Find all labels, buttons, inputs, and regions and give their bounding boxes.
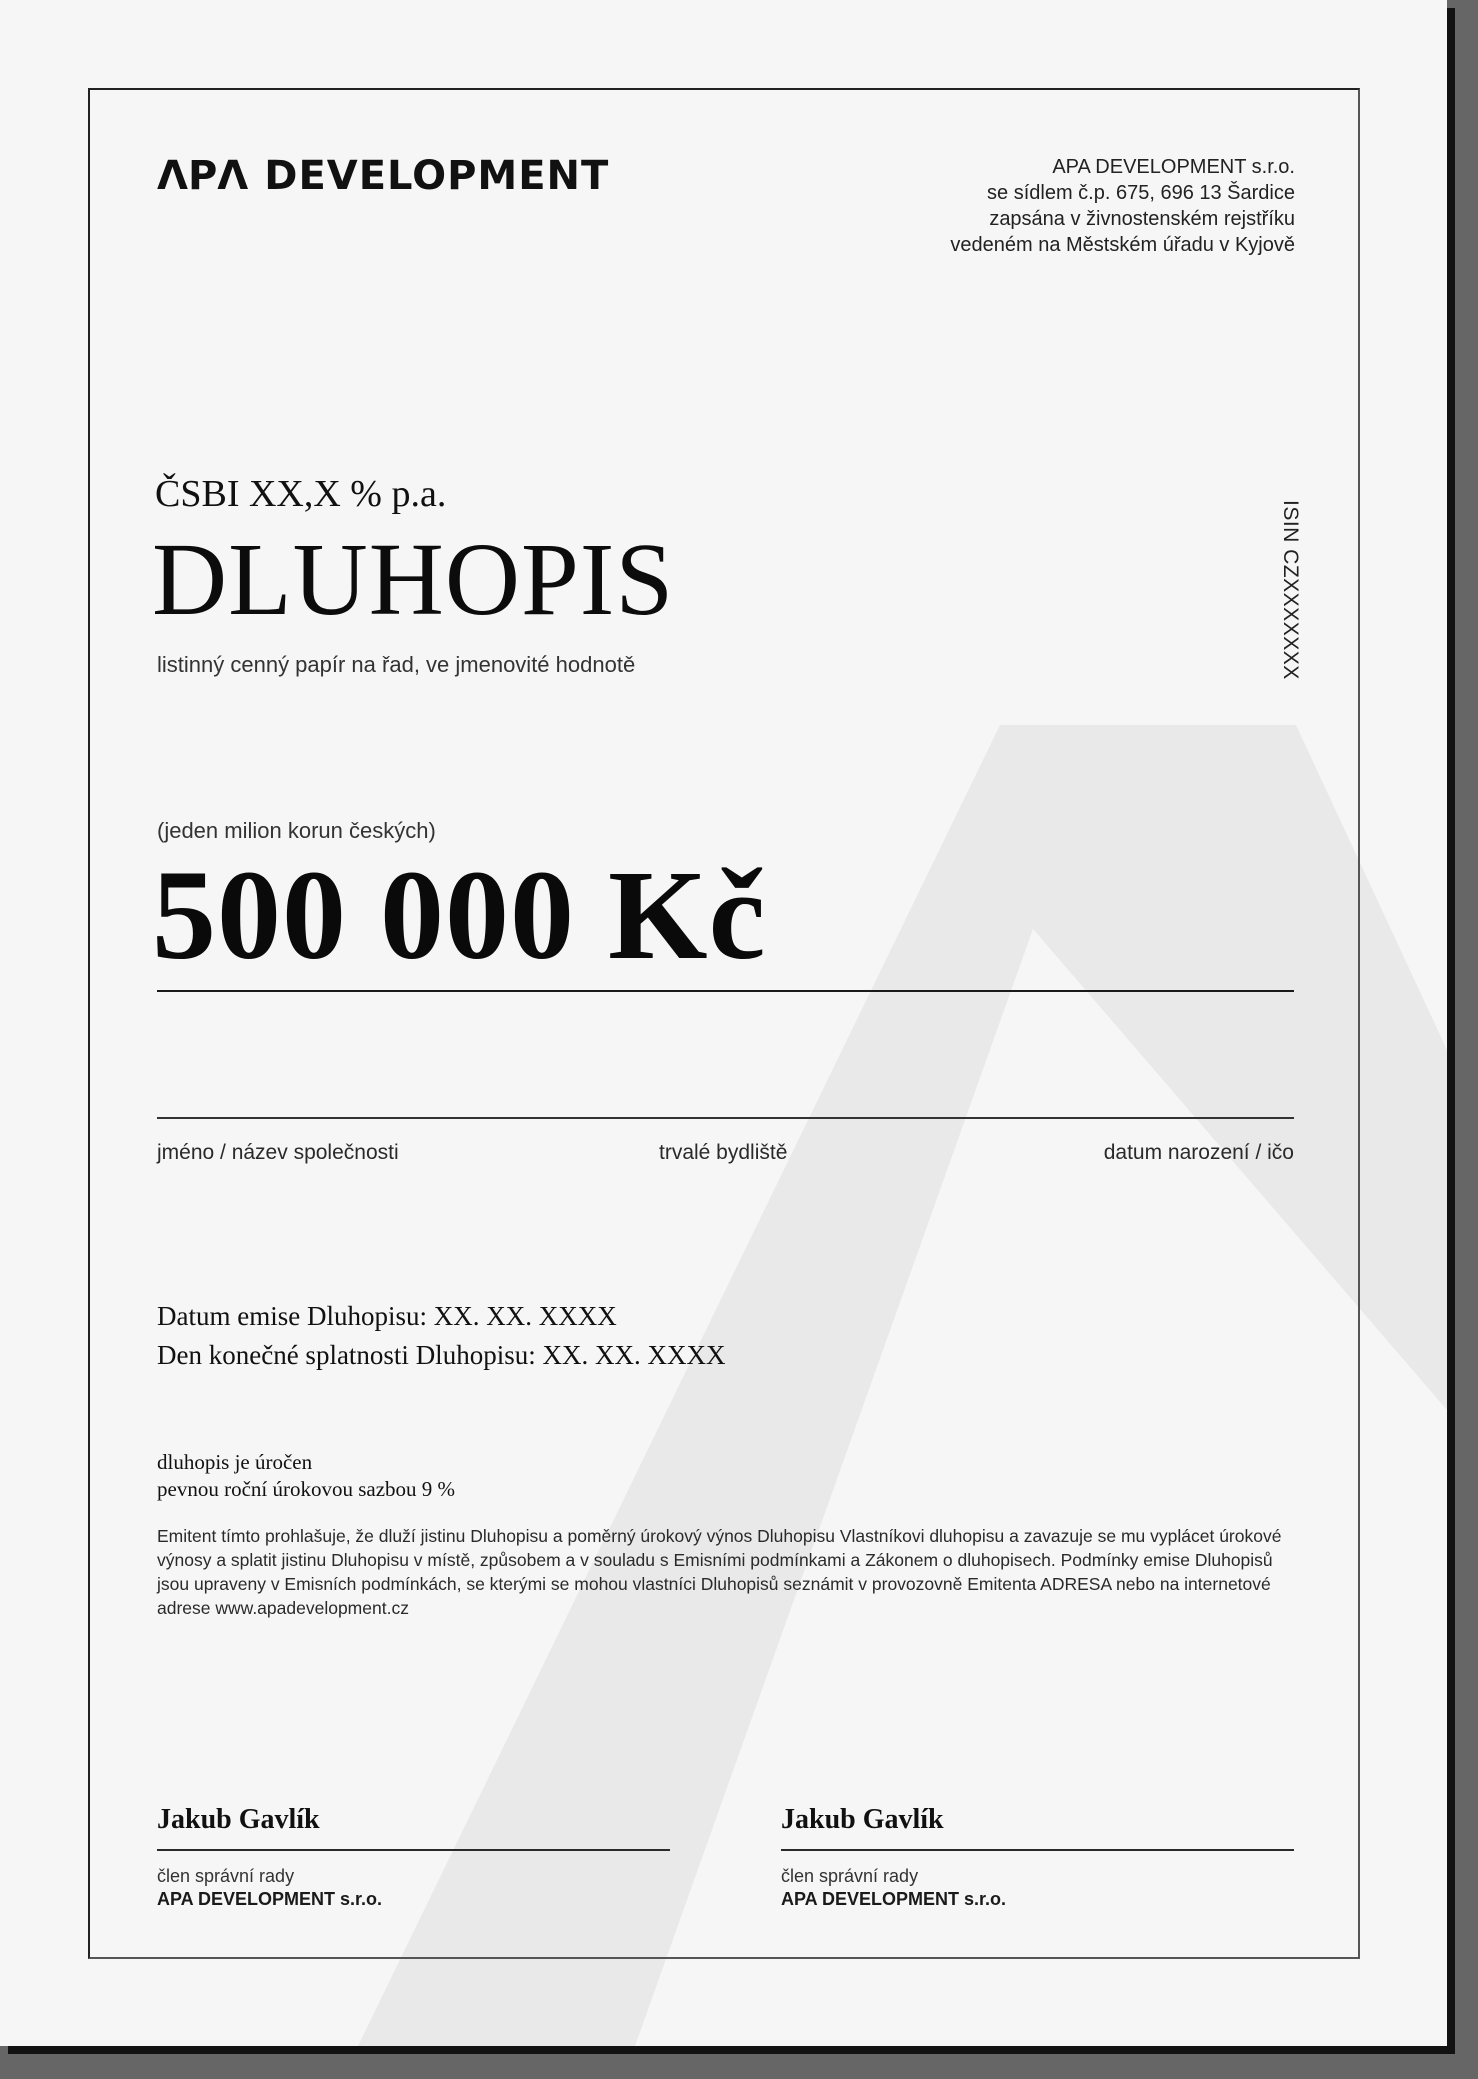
isin-code — [1272, 500, 1302, 690]
signatory-role: člen správní rady — [157, 1866, 295, 1886]
document-subtitle: listinný cenný papír na řad, ve jmenovité hodnotě — [157, 652, 636, 677]
logo-mark: ΛPΛ — [157, 153, 249, 199]
signatory-name: Jakub Gavlík — [781, 1804, 944, 1835]
signature-block-left — [157, 1800, 670, 1911]
bond-dates — [157, 1297, 725, 1375]
interest-line-1: dluhopis je úročen — [157, 1450, 313, 1474]
signature-block-right — [781, 1800, 1294, 1911]
signatory-role: člen správní rady — [781, 1866, 919, 1886]
logo-text: DEVELOPMENT — [264, 153, 610, 199]
legal-declaration: Emitent tímto prohlašuje, že dluží jistinu Dluhopisu a poměrný úrokový výnos Dluhopisu Vlastníkovi dluhopisu a zavazuje se mu vyplácet úrokové výnosy a splatit jistinu Dluhopisu v místě, způsobem a v souladu s Emisními podmínkami a Zákonem o dluhopisech. Podmínky emise Dluhopisů jsou upraveny v Emisních podmínkách, se kterými se mohou vlastníci Dluhopisů seznámit v provozovně Emitenta ADRESA nebo na internetové adrese www.apadevelopment.cz — [157, 1526, 1282, 1618]
company-address — [950, 154, 1295, 258]
signature-line — [157, 1849, 670, 1851]
address-line: zapsána v živnostenském rejstříku — [989, 208, 1295, 230]
address-line: vedeném na Městském úřadu v Kyjově — [950, 234, 1295, 256]
holder-name-label: jméno / název společnosti — [157, 1141, 399, 1164]
interest-line-2: pevnou roční úrokovou sazbou 9 % — [157, 1477, 456, 1501]
signatory-company: APA DEVELOPMENT s.r.o. — [781, 1889, 1007, 1909]
issue-date: Datum emise Dluhopisu: XX. XX. XXXX — [157, 1301, 617, 1331]
holder-signature-line — [157, 1117, 1294, 1119]
maturity-date: Den konečné splatnosti Dluhopisu: XX. XX. XXXX — [157, 1340, 726, 1370]
amount-underline — [157, 990, 1294, 992]
holder-address-label: trvalé bydliště — [659, 1141, 788, 1164]
nominal-amount: 500 000 Kč — [152, 844, 767, 986]
amount-in-words: (jeden milion korun českých) — [157, 818, 436, 843]
isin-text: ISIN CZXXXXXXX — [1279, 500, 1302, 680]
certificate-border — [88, 88, 1360, 1959]
signatory-company: APA DEVELOPMENT s.r.o. — [157, 1889, 383, 1909]
signatory-name: Jakub Gavlík — [157, 1804, 320, 1835]
address-line: se sídlem č.p. 675, 696 13 Šardice — [987, 182, 1295, 204]
bond-series: ČSBI XX,X % p.a. — [155, 473, 447, 515]
address-line: APA DEVELOPMENT s.r.o. — [1052, 156, 1295, 178]
document-title: DLUHOPIS — [152, 522, 675, 637]
company-logo — [157, 154, 609, 198]
holder-id-label: datum narození / ičo — [1103, 1141, 1294, 1164]
signature-line — [781, 1849, 1294, 1851]
interest-rate — [157, 1449, 455, 1503]
